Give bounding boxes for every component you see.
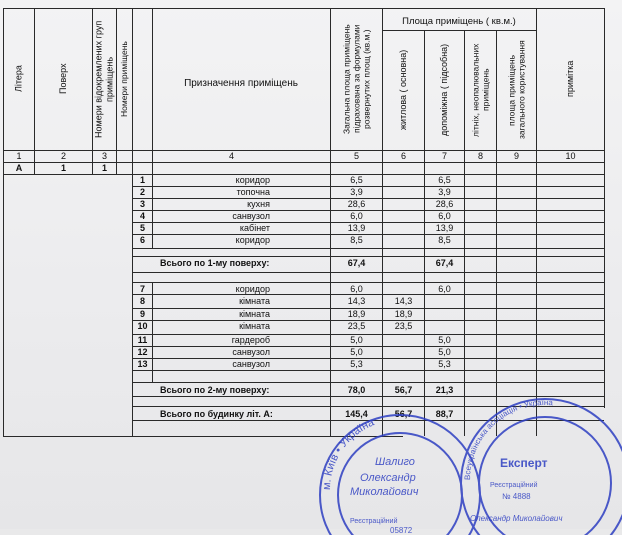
stamp1-line2: Олександр (360, 472, 416, 484)
room-purpose: кімната (239, 296, 270, 306)
header-summer: літніх, неопалювальних приміщень (470, 43, 491, 137)
room-purpose: коридор (235, 284, 270, 294)
floor1-total-label: Всього по 1-му поверху: (160, 258, 270, 268)
room-purpose: коридор (235, 175, 270, 185)
stamp2-line2: Реєстраційний (490, 482, 538, 489)
header-area-group: Площа приміщень ( кв.м.) (402, 16, 516, 27)
grid-line (3, 174, 605, 175)
room-purpose: топочна (236, 187, 270, 197)
stamp1-line5: 05872 (390, 526, 413, 535)
room-number: 5 (139, 223, 145, 233)
floor2-total-label: Всього по 2-му поверху: (160, 385, 270, 395)
header-floor: Поверх (58, 63, 68, 95)
stamp2-line3: № 4888 (502, 492, 531, 501)
room-living-area: 14,3 (394, 296, 413, 306)
room-aux-area: 3,9 (438, 187, 451, 197)
room-living-area: 23,5 (394, 321, 413, 331)
column-number-6: 6 (400, 151, 406, 161)
room-number: 3 (139, 199, 145, 209)
stamp1-line3: Миколайович (350, 486, 419, 498)
room-purpose: коридор (235, 235, 270, 245)
stamps (320, 395, 622, 535)
group-value: 1 (101, 163, 107, 173)
room-number: 10 (137, 321, 148, 331)
grid-line (382, 30, 536, 31)
building-total-label: Всього по будинку літ. А: (160, 409, 273, 419)
room-purpose: кімната (239, 309, 270, 319)
header-purpose: Призначення приміщень (184, 78, 298, 89)
room-purpose: кімната (239, 321, 270, 331)
header-room-numbers: Номери приміщень (119, 41, 129, 117)
grid-line (132, 382, 604, 383)
column-number-9: 9 (513, 151, 519, 161)
room-number: 9 (139, 309, 145, 319)
room-total-area: 23,5 (347, 321, 366, 331)
building-total-area: 145,4 (345, 409, 368, 419)
room-total-area: 5,0 (350, 335, 363, 345)
room-purpose: санвузол (232, 359, 270, 369)
column-number-8: 8 (477, 151, 483, 161)
room-number: 2 (139, 187, 145, 197)
column-number-7: 7 (441, 151, 447, 161)
room-number: 4 (139, 211, 145, 221)
room-total-area: 6,0 (350, 211, 363, 221)
room-purpose: санвузол (232, 211, 270, 221)
room-number: 6 (139, 235, 145, 245)
stamp2-ring-text: Всеукраїнська асоціація • Україна (462, 397, 554, 481)
room-total-area: 5,3 (350, 359, 363, 369)
floor2-total-area: 78,0 (347, 385, 366, 395)
room-number: 12 (137, 347, 148, 357)
header-auxiliary: допоміжна ( підсобна) (439, 43, 449, 137)
room-total-area: 6,5 (350, 175, 363, 185)
floor2-total-aux: 21,3 (435, 385, 454, 395)
room-aux-area: 6,0 (438, 211, 451, 221)
room-purpose: гардероб (231, 335, 270, 345)
column-number-4: 4 (228, 151, 234, 161)
building-total-living: 56,7 (394, 409, 413, 419)
room-total-area: 8,5 (350, 235, 363, 245)
room-total-area: 3,9 (350, 187, 363, 197)
grid-line (132, 282, 604, 283)
room-number: 8 (139, 296, 145, 306)
column-number-10: 10 (565, 151, 576, 161)
room-total-area: 5,0 (350, 347, 363, 357)
room-aux-area: 5,0 (438, 347, 451, 357)
header-group-numbers: Номери відокремлених груп приміщень (93, 20, 115, 138)
room-total-area: 14,3 (347, 296, 366, 306)
floor2-total-living: 56,7 (394, 385, 413, 395)
grid-line (132, 370, 604, 371)
room-number: 7 (139, 284, 145, 294)
grid-line (132, 256, 604, 257)
column-number-1: 1 (16, 151, 22, 161)
grid-line (604, 8, 605, 408)
floor-value: 1 (60, 163, 66, 173)
room-aux-area: 5,0 (438, 335, 451, 345)
room-total-area: 28,6 (347, 199, 366, 209)
grid-line (132, 272, 604, 273)
floor1-total-aux: 67,4 (435, 258, 454, 268)
room-aux-area: 28,6 (435, 199, 454, 209)
room-aux-area: 8,5 (438, 235, 451, 245)
room-purpose: санвузол (232, 347, 270, 357)
column-number-3: 3 (101, 151, 107, 161)
header-living: житлова ( основна) (398, 49, 408, 131)
room-purpose: кухня (247, 199, 270, 209)
column-number-2: 2 (60, 151, 66, 161)
room-aux-area: 6,0 (438, 284, 451, 294)
stamp1-line4: Реєстраційний (350, 518, 398, 525)
room-aux-area: 6,5 (438, 175, 451, 185)
stamp2-line1: Експерт (500, 456, 548, 470)
header-litera: Літера (13, 65, 24, 93)
room-aux-area: 5,3 (438, 359, 451, 369)
header-total-area: Загальна площа приміщень підрахована за формулами розвернутих площ (кв.м.) (341, 24, 372, 134)
litera-value: А (15, 163, 23, 173)
room-number: 1 (139, 175, 145, 185)
floor1-total-area: 67,4 (347, 258, 366, 268)
room-number: 11 (137, 335, 148, 345)
stamp1-line1: Шалиго (375, 456, 415, 468)
room-total-area: 6,0 (350, 284, 363, 294)
room-number: 13 (137, 359, 148, 369)
header-note: примітка (565, 60, 575, 98)
column-number-5: 5 (353, 151, 359, 161)
room-living-area: 18,9 (394, 309, 413, 319)
room-aux-area: 13,9 (435, 223, 454, 233)
stamp1-ring-text: м. Київ • Україна (320, 416, 376, 491)
grid-line (132, 248, 604, 249)
header-common: площа приміщень загального користування (506, 40, 527, 140)
grid-line (3, 8, 605, 9)
room-purpose: кабінет (239, 223, 270, 233)
room-total-area: 13,9 (347, 223, 366, 233)
room-total-area: 18,9 (347, 309, 366, 319)
stamp2-line4: Олександр Миколайович (470, 514, 563, 523)
building-total-aux: 88,7 (435, 409, 454, 419)
